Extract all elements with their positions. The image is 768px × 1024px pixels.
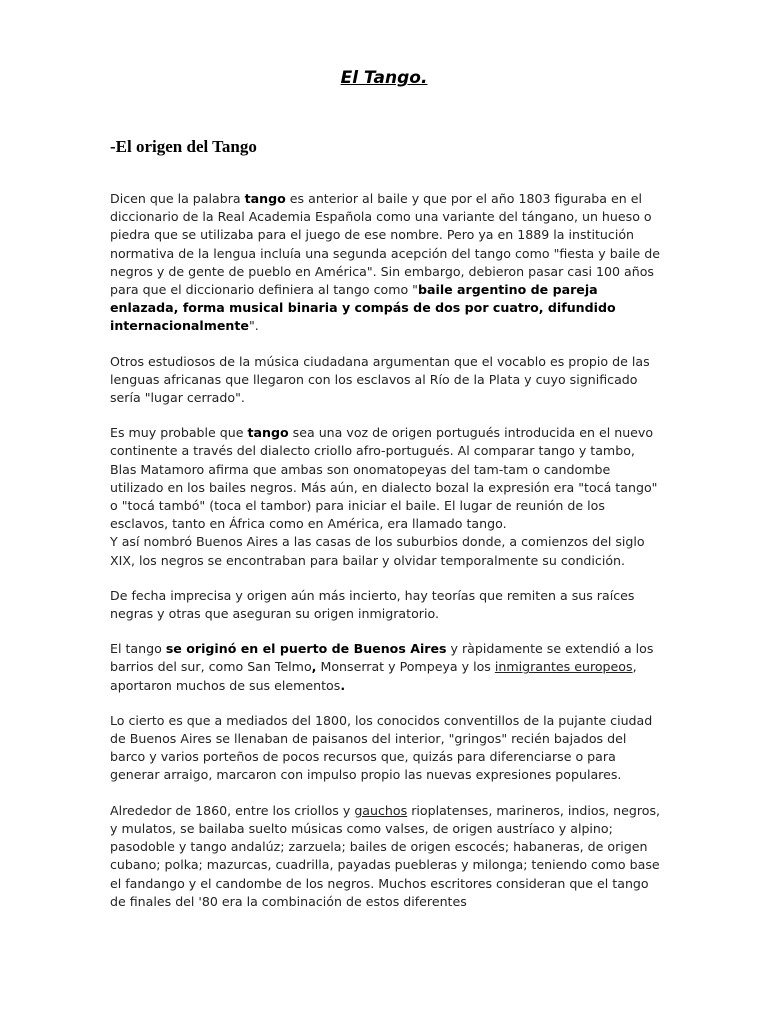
paragraph-5 <box>110 640 662 695</box>
p5-text-e: Monserrat y Pompeya y los <box>316 659 495 675</box>
p5-text-c: y ràpidamente se extendió a los barrios del sur, como San Telmo <box>110 641 654 675</box>
p3-text-c: sea una voz de origen portugués introducida en el nuevo continente a través del dialecto criollo afro-portugués. Al comparar tango y tambo, Blas Matamoro afirma que ambas son onomatopeyas del tam-tam o candombe utilizado en los bailes negros. Más aún, en dialecto bozal la expresión era "tocá tango" o "tocá tambó" (toca el tambor) para iniciar el baile. El lugar de reunión de los esclavos, tanto en África como en América, era llamado tango. <box>110 425 658 532</box>
link-gauchos[interactable]: gauchos <box>354 802 408 818</box>
p5-text-a: El tango <box>110 641 166 657</box>
link-inmigrantes-europeos[interactable]: inmigrantes europeos <box>494 659 633 675</box>
p1-text-c: es anterior al baile y que por el año 1803 figuraba en el diccionario de la Real Academia Española como una variante del tángano, un hueso o piedra que se utilizaba para el juego de ese nombre. Pero ya en 1889 la institución normativa de la lengua incluía una segunda acepción del tango como "fiesta y baile de negros y de gente de pueblo en América". Sin embargo, debieron pasar casi 100 años para que el diccionario definiera al tango como " <box>110 191 660 298</box>
paragraph-4: De fecha imprecisa y origen aún más incierto, hay teorías que remiten a sus raíces negras y otras que aseguran su origen inmigratorio. <box>110 587 635 622</box>
section-heading: -El origen del Tango <box>110 137 257 156</box>
p5-text-f: , aportaron muchos de sus elementos <box>110 659 637 693</box>
p5-bold-comma: , <box>311 659 317 675</box>
paragraph-3 <box>110 424 662 570</box>
document-body <box>110 190 662 928</box>
p1-bold-tango: tango <box>244 191 286 206</box>
p7-text-a: Alrededor de 1860, entre los criollos y <box>110 802 355 818</box>
p1-text-a: Dicen que la palabra <box>110 191 245 206</box>
p1-text-e: ". <box>248 318 259 334</box>
document-title: El Tango. <box>340 68 428 88</box>
p1-bold-definition: baile argentino de pareja enlazada, forma musical binaria y compás de dos por cuatro, difundido internacionalmente <box>110 282 616 334</box>
p3-text-d: Y así nombró Buenos Aires a las casas de los suburbios donde, a comienzos del siglo XIX, los negros se encontraban para bailar y olvidar temporalmente su condición. <box>110 534 645 568</box>
p3-text-a: Es muy probable que <box>110 425 248 441</box>
p7-text-b: rioplatenses, marineros, indios, negros, y mulatos, se bailaba suelto músicas como valses, de origen austríaco y alpino; pasodoble y tango andalúz; zarzuela; bailes de origen escocés; habaneras, de origen cubano; polka; mazurcas, cuadrilla, payadas puebleras y milonga; teniendo como base el fandango y el candombe de los negros. Muchos escritores consideran que el tango de finales del '80 era la combinación de estos diferentes <box>110 802 661 909</box>
paragraph-1 <box>110 190 662 336</box>
p5-bold-origin: se originó en el puerto de Buenos Aires <box>165 641 447 657</box>
paragraph-6: Lo cierto es que a mediados del 1800, los conocidos conventillos de la pujante ciudad de Buenos Aires se llenaban de paisanos del interior, "gringos" recién bajados del barco y varios porteños de pocos recursos que, quizás para diferenciarse o para generar arraigo, marcaron con impulso propio las nuevas expresiones populares. <box>110 712 653 783</box>
p3-bold-tango: tango <box>247 425 289 441</box>
paragraph-7 <box>110 802 662 911</box>
p5-bold-period: . <box>340 677 346 693</box>
paragraph-2: Otros estudiosos de la música ciudadana argumentan que el vocablo es propio de las lenguas africanas que llegaron con los esclavos al Río de la Plata y cuyo significado sería "lugar cerrado". <box>110 353 650 406</box>
